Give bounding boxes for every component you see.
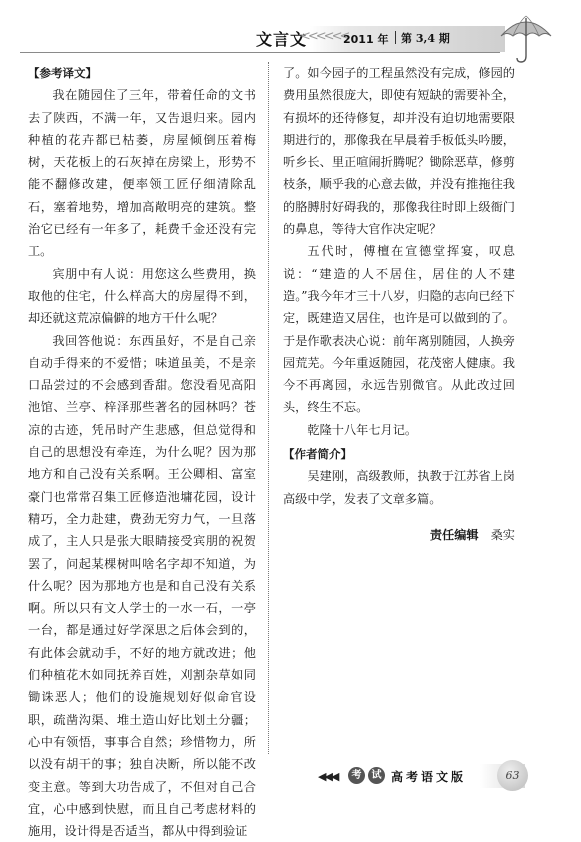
left-column (28, 62, 256, 842)
header-separator (395, 31, 396, 44)
arrow-decoration: ◀◀◀ (318, 770, 338, 783)
editor-credit (283, 524, 515, 546)
issue-year: 2011 年 (343, 33, 389, 46)
page-footer (0, 760, 581, 800)
body-paragraph: 五代时，傅檀在宣德堂挥宴，叹息说：“建造的人不居住，居住的人不建造。”我今年才三十八岁，归隐的志向已经下定，既建造又居住，也许是可以做到的了。于是作歌表决心说：前年离别随园，人换旁园荒芜。今年重返随园，花茂密人健康。我今不再离园，永远告别微官。从此改过回头，终生不忘。 (283, 244, 515, 415)
column-divider (268, 62, 269, 754)
body-paragraph: 宾朋中有人说：用您这么些费用，换取他的住宅，什么样高大的房屋得不到，却还就这荒凉偏僻的地方干什么呢？ (28, 266, 256, 326)
body-paragraph: 我在随园住了三年，带着任命的文书去了陕西，不满一年，又告退归来。园内种植的花卉都已枯萎，房屋倾倒压着梅树，天花板上的石灰掉在房梁上，形势不能不翻修改建，便率领工匠仔细清除乱石，塞着地势，增加高敞明亮的建筑。整治它已经有一年多了，耗费千金还没有完工。 (28, 88, 256, 259)
section-title: 文言文 (256, 30, 308, 49)
magazine-badge: 考 (348, 767, 365, 784)
editor-name: 桑实 (490, 527, 515, 542)
body-paragraph: 我回答他说：东西虽好，不是自己亲自动手得来的不爱惜；味道虽美，不是亲口品尝过的不会感到香甜。您没看见高阳池馆、兰亭、梓泽那些著名的园林吗？苍凉的古迹，凭吊时产生悲感，但总觉得和自己的思想没有牵连，为什么呢？因为那地方和自己没有关系啊。王公卿相、富室豪门也常常召集工匠修造池墉花园，设计精巧，全力赴建，费劲无穷力气，一旦落成了，主人只是张大眼睛接受宾朋的祝贺罢了，问起某棵树叫啥名字却不知道，为什么呢？因为那地方也是和自己没有关系啊。所以只有文人学士的一水一石，一亭一台，都是通过好学深思之后体会到的，有此体会就动手，不好的地方就改进；他们种植花木如同抚养百姓，刈割杂草如同锄诛恶人；他们的设施规划好似命官设职，疏凿沟渠、堆土造山好比划土分疆；心中有领悟，事事合自然；珍惜物力，所以没有胡干的事；独自决断，所以能不改变主意。等到大功告成了，不但对自己合宜，心中感到快慰，而且自己考虑材料的施用，设计得是否适当，都从中得到验证 (28, 333, 256, 839)
magazine-badge: 试 (368, 767, 385, 784)
page-header (0, 14, 581, 62)
editor-label: 责任编辑 (429, 527, 479, 542)
magazine-name: 高考语文版 (391, 770, 467, 784)
author-bio: 吴建刚，高级教师，执教于江苏省上岗高级中学，发表了文章多篇。 (283, 469, 515, 506)
chevron-decoration: <<<<<< (300, 29, 348, 44)
header-rule (20, 52, 500, 53)
translation-heading: 【参考译文】 (28, 66, 97, 80)
date-line: 乾隆十八年七月记。 (307, 422, 418, 437)
author-heading: 【作者简介】 (283, 447, 352, 462)
umbrella-icon (497, 14, 555, 66)
issue-number: 第 3,4 期 (401, 32, 450, 45)
body-paragraph: 了。如今园子的工程虽然没有完成，修园的费用虽然很庞大，即使有短缺的需要补全，有损坏的还待修复，却并没有迫切地需要限期进行的，那像我在早晨着手板低头吟腰，听乡长、里正喧闹折腾呢？锄除恶草，修剪枝条，顺乎我的心意去做，并没有推拖往我的胳膊肘好碍我的，那像我往时即上级衙门的鼻息，等待大官作决定呢？ (283, 66, 515, 237)
page-number: 63 (497, 760, 528, 791)
right-column (283, 62, 515, 546)
